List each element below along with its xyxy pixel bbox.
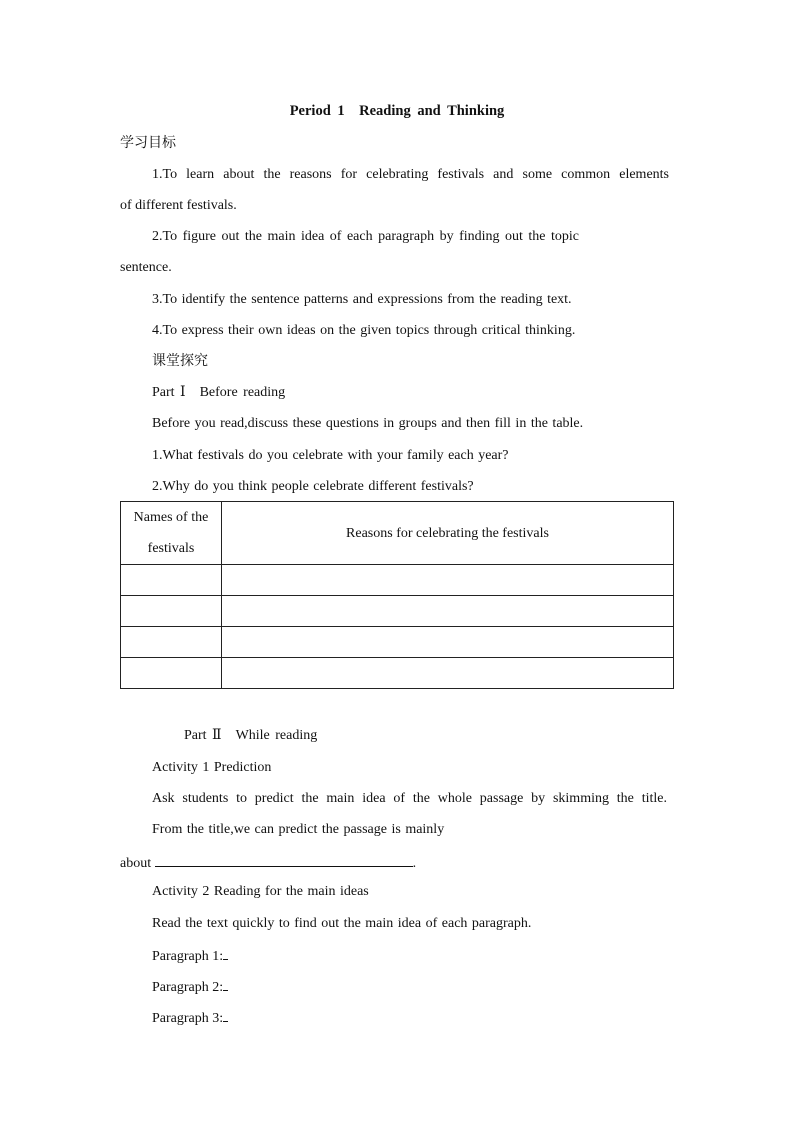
part-1-instruction: Before you read,discuss these questions in groups and then fill in the table. xyxy=(152,416,584,431)
activity-1-heading: Activity 1 Prediction xyxy=(152,760,272,775)
goal-1-line-1: 1.To learn about the reasons for celebrating festivals and some common elements xyxy=(152,167,669,182)
activity-1-instruction: Ask students to predict the main idea of the whole passage by skimming the title. xyxy=(152,791,667,806)
goals-heading: 学习目标 xyxy=(120,135,176,151)
activity-2-instruction: Read the text quickly to find out the main idea of each paragraph. xyxy=(152,916,532,931)
paragraph-1-item xyxy=(152,946,228,966)
question-1: 1.What festivals do you celebrate with your family each year? xyxy=(152,448,509,463)
paragraph-3-label: Paragraph 3: xyxy=(152,1011,224,1026)
activity-1-answer-line xyxy=(120,852,416,873)
festival-reason-cell[interactable] xyxy=(222,627,674,658)
goal-1-line-2: of different festivals. xyxy=(120,198,237,213)
activity-2-heading: Activity 2 Reading for the main ideas xyxy=(152,884,369,899)
paragraph-2-item xyxy=(152,977,228,997)
header-reasons-cell: Reasons for celebrating the festivals xyxy=(222,502,674,565)
part-1-heading: Part Ⅰ Before reading xyxy=(152,385,286,400)
paragraph-3-item xyxy=(152,1008,228,1028)
part-2-heading: Part Ⅱ While reading xyxy=(184,728,318,743)
paragraph-1-answer-blank[interactable] xyxy=(223,946,228,960)
question-2: 2.Why do you think people celebrate different festivals? xyxy=(152,479,474,494)
prediction-answer-blank[interactable] xyxy=(155,852,413,867)
goal-2-line-2: sentence. xyxy=(120,260,172,275)
table-row xyxy=(121,627,674,658)
festival-name-cell[interactable] xyxy=(121,596,222,627)
festival-reason-cell[interactable] xyxy=(222,596,674,627)
paragraph-1-label: Paragraph 1: xyxy=(152,949,224,964)
table-header-row xyxy=(121,502,674,565)
activity-1-prompt: From the title,we can predict the passage is mainly xyxy=(152,822,445,837)
paragraph-2-answer-blank[interactable] xyxy=(223,977,228,991)
table-row xyxy=(121,565,674,596)
table-row xyxy=(121,596,674,627)
goal-3: 3.To identify the sentence patterns and expressions from the reading text. xyxy=(152,292,572,307)
table-row xyxy=(121,658,674,689)
festival-name-cell[interactable] xyxy=(121,565,222,596)
activity-1-period: . xyxy=(412,856,417,871)
header-names-line-2: festivals xyxy=(147,541,195,556)
page-title: Period 1 Reading and Thinking xyxy=(289,103,505,119)
festival-reason-cell[interactable] xyxy=(222,658,674,689)
explore-heading: 课堂探究 xyxy=(152,353,208,369)
festivals-table xyxy=(120,501,674,689)
paragraph-3-answer-blank[interactable] xyxy=(223,1008,228,1022)
header-names-cell xyxy=(121,502,222,565)
goal-2-line-1: 2.To figure out the main idea of each paragraph by finding out the topic xyxy=(152,229,580,244)
festival-reason-cell[interactable] xyxy=(222,565,674,596)
festival-name-cell[interactable] xyxy=(121,627,222,658)
paragraph-2-label: Paragraph 2: xyxy=(152,980,224,995)
festival-name-cell[interactable] xyxy=(121,658,222,689)
activity-1-about: about xyxy=(120,856,152,871)
header-names-line-1: Names of the xyxy=(133,510,209,525)
goal-4: 4.To express their own ideas on the given topics through critical thinking. xyxy=(152,323,576,338)
